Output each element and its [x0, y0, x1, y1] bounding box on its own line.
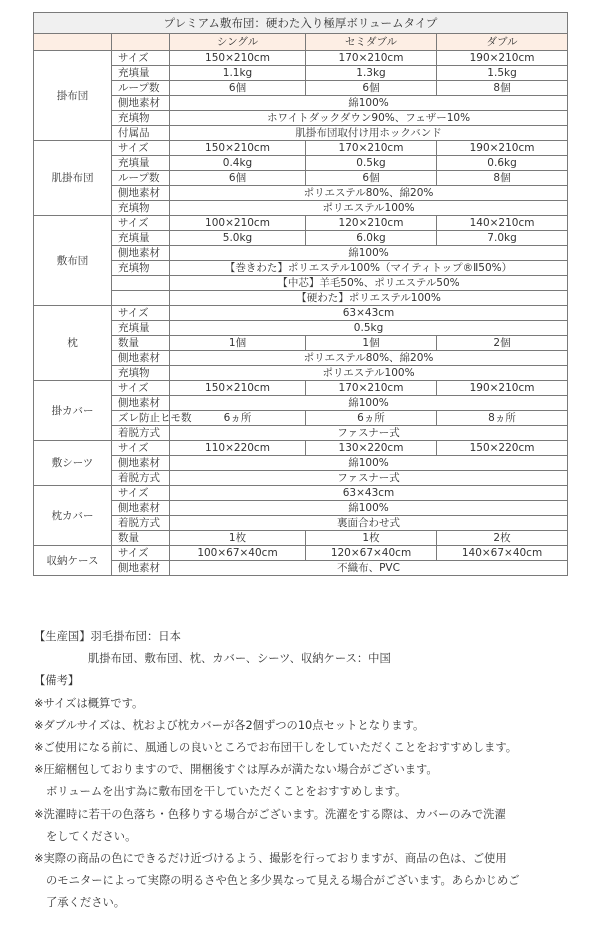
spec-value: 63×43cm [170, 306, 568, 321]
spec-value: ファスナー式 [170, 426, 568, 441]
spec-value: 【硬わた】ポリエステル100% [170, 291, 568, 306]
attribute-label: サイズ [112, 381, 170, 396]
attribute-label [112, 276, 170, 291]
spec-value: 100×210cm [170, 216, 306, 231]
spec-value: 150×210cm [170, 51, 306, 66]
spec-title: プレミアム敷布団：硬わた入り極厚ボリュームタイプ [34, 13, 568, 34]
remark-line: をしてください。 [46, 829, 137, 843]
attribute-label: 充填物 [112, 366, 170, 381]
spec-value: 170×210cm [306, 141, 437, 156]
spec-value: 2個 [437, 336, 568, 351]
attribute-label: 数量 [112, 531, 170, 546]
spec-row [34, 126, 568, 141]
attribute-label: 側地素材 [112, 501, 170, 516]
remark-line: ボリュームを出す為に敷布団を干していただくことをおすすめします。 [46, 785, 407, 799]
attribute-label: 充填物 [112, 201, 170, 216]
spec-value: 150×220cm [437, 441, 568, 456]
spec-value: 190×210cm [437, 51, 568, 66]
spec-row [34, 201, 568, 216]
spec-table-body [34, 13, 568, 576]
remarks-heading: 【備考】 [34, 674, 80, 688]
spec-row [34, 516, 568, 531]
spec-value: 140×210cm [437, 216, 568, 231]
spec-value: ポリエステル100% [170, 201, 568, 216]
header-blank [34, 34, 112, 51]
spec-value: 綿100% [170, 396, 568, 411]
attribute-label: ズレ防止ヒモ数 [112, 411, 170, 426]
spec-value: ホワイトダックダウン90%、フェザー10% [170, 111, 568, 126]
spec-value: 0.4kg [170, 156, 306, 171]
spec-table [33, 12, 568, 576]
remark-line: ※ダブルサイズは、枕および枕カバーが各2個ずつの10点セットとなります。 [34, 718, 425, 732]
origin-line-continued: 肌掛布団、敷布団、枕、カバー、シーツ、収納ケース：中国 [88, 652, 391, 666]
spec-row [34, 396, 568, 411]
spec-value: ポリエステル100% [170, 366, 568, 381]
header-blank [112, 34, 170, 51]
spec-value: 6個 [306, 81, 437, 96]
spec-value: 1.3kg [306, 66, 437, 81]
attribute-label: サイズ [112, 306, 170, 321]
spec-row [34, 501, 568, 516]
spec-value: 6ヵ所 [170, 411, 306, 426]
attribute-label [112, 291, 170, 306]
attribute-label: 着脱方式 [112, 426, 170, 441]
category-cell: 敷シーツ [34, 441, 112, 486]
spec-row [34, 531, 568, 546]
spec-value: 110×220cm [170, 441, 306, 456]
spec-row [34, 426, 568, 441]
spec-row [34, 561, 568, 576]
attribute-label: 側地素材 [112, 351, 170, 366]
spec-value: 6ヵ所 [306, 411, 437, 426]
spec-title-row [34, 13, 568, 34]
attribute-label: 充填物 [112, 111, 170, 126]
spec-value: 1枚 [306, 531, 437, 546]
spec-value: 170×210cm [306, 381, 437, 396]
spec-value: 7.0kg [437, 231, 568, 246]
spec-row [34, 186, 568, 201]
attribute-label: サイズ [112, 141, 170, 156]
spec-value: 190×210cm [437, 141, 568, 156]
spec-row [34, 261, 568, 276]
spec-value: 150×210cm [170, 381, 306, 396]
spec-value: 綿100% [170, 456, 568, 471]
spec-row [34, 456, 568, 471]
spec-value: 綿100% [170, 246, 568, 261]
attribute-label: サイズ [112, 441, 170, 456]
spec-row [34, 291, 568, 306]
attribute-label: 側地素材 [112, 246, 170, 261]
spec-row [34, 276, 568, 291]
spec-value: 1個 [306, 336, 437, 351]
attribute-label: サイズ [112, 216, 170, 231]
spec-row [34, 231, 568, 246]
spec-row [34, 246, 568, 261]
attribute-label: 側地素材 [112, 456, 170, 471]
spec-value: 不織布、PVC [170, 561, 568, 576]
attribute-label: ループ数 [112, 81, 170, 96]
spec-value: 1個 [170, 336, 306, 351]
attribute-label: 側地素材 [112, 561, 170, 576]
header-semi-double: セミダブル [306, 34, 437, 51]
spec-row [34, 306, 568, 321]
category-cell: 掛布団 [34, 51, 112, 141]
spec-value: 1.1kg [170, 66, 306, 81]
spec-value: 63×43cm [170, 486, 568, 501]
spec-value: 150×210cm [170, 141, 306, 156]
spec-row [34, 381, 568, 396]
spec-row [34, 486, 568, 501]
spec-value: 綿100% [170, 96, 568, 111]
attribute-label: 数量 [112, 336, 170, 351]
category-cell: 敷布団 [34, 216, 112, 306]
attribute-label: 充填量 [112, 321, 170, 336]
remark-line: ※実際の商品の色にできるだけ近づけるよう、撮影を行っておりますが、商品の色は、ご使用 [34, 852, 507, 866]
spec-value: 裏面合わせ式 [170, 516, 568, 531]
spec-row [34, 51, 568, 66]
attribute-label: 充填量 [112, 66, 170, 81]
category-cell: 枕カバー [34, 486, 112, 546]
spec-value: 0.5kg [170, 321, 568, 336]
attribute-label: 側地素材 [112, 396, 170, 411]
header-double: ダブル [437, 34, 568, 51]
spec-value: 【巻きわた】ポリエステル100%（マイティトップ®Ⅱ50%） [170, 261, 568, 276]
attribute-label: 充填量 [112, 231, 170, 246]
category-cell: 収納ケース [34, 546, 112, 576]
spec-row [34, 471, 568, 486]
spec-value: 0.5kg [306, 156, 437, 171]
spec-row [34, 411, 568, 426]
spec-value: 1.5kg [437, 66, 568, 81]
remark-line: ※圧縮梱包しておりますので、開梱後すぐは厚みが満たない場合がございます。 [34, 763, 438, 777]
spec-value: 6.0kg [306, 231, 437, 246]
spec-value: ポリエステル80%、綿20% [170, 186, 568, 201]
spec-value: 8個 [437, 171, 568, 186]
spec-row [34, 141, 568, 156]
remark-line: ※ご使用になる前に、風通しの良いところでお布団干しをしていただくことをおすすめします。 [34, 741, 518, 755]
spec-value: 6個 [306, 171, 437, 186]
header-single: シングル [170, 34, 306, 51]
attribute-label: ループ数 [112, 171, 170, 186]
spec-value: 100×67×40cm [170, 546, 306, 561]
spec-value: 0.6kg [437, 156, 568, 171]
remarks-list [34, 693, 574, 915]
origin-line: 【生産国】羽毛掛布団：日本 [34, 630, 181, 643]
spec-value: 綿100% [170, 501, 568, 516]
spec-row [34, 321, 568, 336]
attribute-label: 側地素材 [112, 96, 170, 111]
attribute-label: サイズ [112, 486, 170, 501]
spec-row [34, 81, 568, 96]
remark-line: ※洗濯時に若干の色落ち・色移りする場合がございます。洗濯をする際は、カバーのみで洗濯 [34, 807, 506, 821]
attribute-label: 側地素材 [112, 186, 170, 201]
spec-row [34, 336, 568, 351]
spec-value: 170×210cm [306, 51, 437, 66]
spec-value: 【中芯】羊毛50%、ポリエステル50% [170, 276, 568, 291]
category-cell: 掛カバー [34, 381, 112, 441]
spec-value: 140×67×40cm [437, 546, 568, 561]
spec-row [34, 171, 568, 186]
attribute-label: 充填量 [112, 156, 170, 171]
spec-value: 肌掛布団取付け用ホックバンド [170, 126, 568, 141]
spec-value: 8ヵ所 [437, 411, 568, 426]
spec-row [34, 156, 568, 171]
spec-value: 120×210cm [306, 216, 437, 231]
spec-value: 190×210cm [437, 381, 568, 396]
spec-row [34, 96, 568, 111]
spec-value: 5.0kg [170, 231, 306, 246]
attribute-label: 充填物 [112, 261, 170, 276]
category-cell: 肌掛布団 [34, 141, 112, 216]
spec-value: 1枚 [170, 531, 306, 546]
attribute-label: 付属品 [112, 126, 170, 141]
spec-row [34, 216, 568, 231]
remark-line: 了承ください。 [46, 896, 126, 910]
spec-value: ファスナー式 [170, 471, 568, 486]
spec-value: 6個 [170, 171, 306, 186]
attribute-label: サイズ [112, 51, 170, 66]
attribute-label: 着脱方式 [112, 516, 170, 531]
spec-value: 130×220cm [306, 441, 437, 456]
spec-value: 8個 [437, 81, 568, 96]
spec-row [34, 66, 568, 81]
attribute-label: サイズ [112, 546, 170, 561]
spec-row [34, 111, 568, 126]
notes-section [34, 626, 574, 915]
remark-line: ※サイズは概算です。 [34, 696, 144, 710]
spec-header-row [34, 34, 568, 51]
spec-row [34, 441, 568, 456]
spec-value: 2枚 [437, 531, 568, 546]
spec-row [34, 351, 568, 366]
spec-row [34, 546, 568, 561]
spec-value: 120×67×40cm [306, 546, 437, 561]
spec-row [34, 366, 568, 381]
remark-line: のモニターによって実際の明るさや色と多少異なって見える場合がございます。あらかじめご [46, 874, 520, 888]
attribute-label: 着脱方式 [112, 471, 170, 486]
category-cell: 枕 [34, 306, 112, 381]
spec-value: ポリエステル80%、綿20% [170, 351, 568, 366]
spec-value: 6個 [170, 81, 306, 96]
